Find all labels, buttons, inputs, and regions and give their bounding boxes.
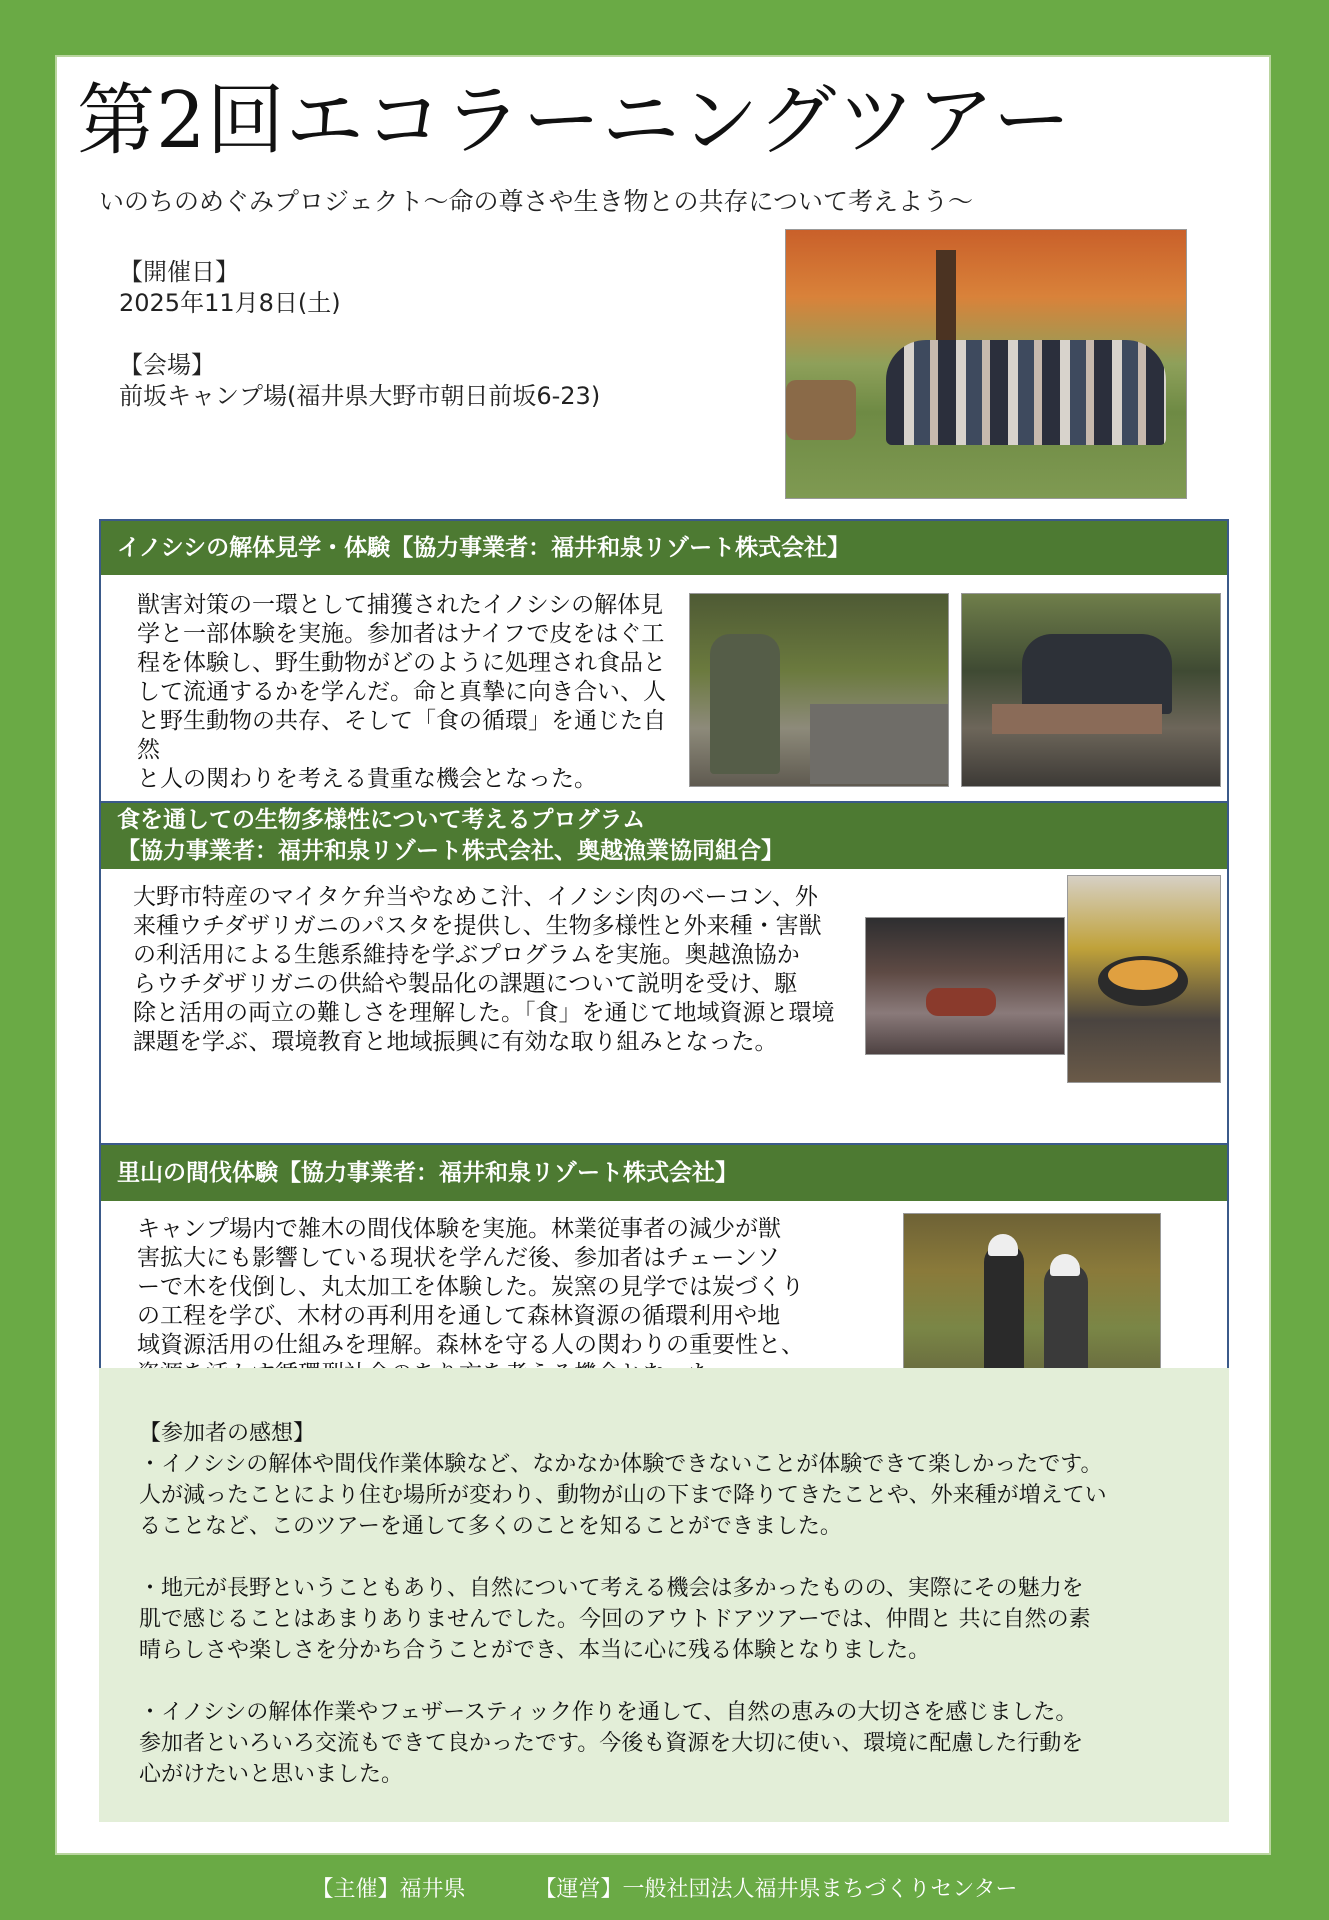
text-line: 課題を学ぶ、環境教育と地域振興に有効な取り組みとなった。 xyxy=(133,1029,778,1055)
feedback-line: 心がけたいと思いました。 xyxy=(139,1762,404,1787)
venue-label: 【会場】 xyxy=(119,351,215,379)
footer-host: 【主催】福井県 xyxy=(311,1877,466,1902)
section-text xyxy=(137,591,667,794)
text-line: 除と活用の両立の難しさを理解した。「食」を通じて地域資源と環境 xyxy=(133,1000,835,1026)
group-photo xyxy=(785,229,1187,499)
crayfish-pasta-photo xyxy=(1067,875,1221,1083)
feedback-line: 晴らしさや楽しさを分かち合うことができ、本当に心に残る体験となりました。 xyxy=(139,1638,931,1663)
text-line: と野生動物の共存、そして「食の循環」を通じた自然 xyxy=(137,708,666,763)
section-text xyxy=(137,1215,867,1389)
text-line: の利活用による生態系維持を学ぶプログラムを実施。奥越漁協か xyxy=(133,942,800,968)
feedback-line: ることなど、このツアーを通して多くのことを知ることができました。 xyxy=(139,1514,842,1539)
boar-demo-photo xyxy=(689,593,949,787)
text-line: 程を体験し、野生動物がどのように処理され食品と xyxy=(137,650,666,676)
page-subtitle: いのちのめぐみプロジェクト～命の尊さや生き物との共存について考えよう～ xyxy=(99,187,974,216)
section-heading xyxy=(101,803,1227,869)
text-line: の工程を学び、木材の再利用を通して森林資源の循環利用や地 xyxy=(137,1303,781,1329)
feedback-line: 人が減ったことにより住む場所が変わり、動物が山の下まで降りてきたことや、外来種が増えてい xyxy=(139,1483,1107,1508)
text-line: と人の関わりを考える貴重な機会となった。 xyxy=(137,766,597,792)
feedback-line: 参加者といろいろ交流もできて良かったです。今後も資源を大切に使い、環境に配慮した行動を xyxy=(139,1731,1084,1756)
section-heading-line: 【協力事業者：福井和泉リゾート株式会社、奥越漁業協同組合】 xyxy=(117,838,784,864)
footer xyxy=(0,1872,1329,1903)
text-line: 大野市特産のマイタケ弁当やなめこ汁、イノシシ肉のベーコン、外 xyxy=(133,884,818,910)
text-line: 域資源活用の仕組みを理解。森林を守る人の関わりの重要性と、 xyxy=(137,1332,804,1358)
participant-feedback xyxy=(99,1368,1229,1822)
text-line: らウチダザリガニの供給や製品化の課題について説明を受け、駆 xyxy=(133,971,798,997)
boar-hands-on-photo xyxy=(961,593,1221,787)
venue-value: 前坂キャンプ場(福井県大野市朝日前坂6-23) xyxy=(119,382,601,410)
feedback-line: ・イノシシの解体や間伐作業体験など、なかなか体験できないことが体験できて楽しかったです。 xyxy=(139,1452,1103,1477)
section-heading: イノシシの解体見学・体験【協力事業者：福井和泉リゾート株式会社】 xyxy=(101,521,1227,575)
text-line: 獣害対策の一環として捕獲されたイノシシの解体見 xyxy=(137,592,664,618)
event-info xyxy=(119,257,600,412)
section-heading-line: 食を通しての生物多様性について考えるプログラム xyxy=(117,807,646,833)
text-line: ーで木を伐倒し、丸太加工を体験した。炭窯の見学では炭づくり xyxy=(137,1274,804,1300)
text-line: して流通するかを学んだ。命と真摯に向き合い、人 xyxy=(137,679,666,705)
text-line: 来種ウチダザリガニのパスタを提供し、生物多様性と外来種・害獣 xyxy=(133,913,822,939)
text-line: 害拡大にも影響している現状を学んだ後、参加者はチェーンソ xyxy=(137,1245,780,1271)
feedback-heading: 【参加者の感想】 xyxy=(139,1421,316,1446)
section-boar-butchering xyxy=(99,519,1229,809)
section-heading: 里山の間伐体験【協力事業者：福井和泉リゾート株式会社】 xyxy=(101,1145,1227,1201)
section-text xyxy=(133,883,873,1057)
feedback-line: 肌で感じることはあまりありませんでした。今回のアウトドアツアーでは、仲間と 共に自然の素 xyxy=(139,1607,1091,1632)
section-biodiversity-food xyxy=(99,801,1229,1147)
page-title: 第2回エコラーニングツアー xyxy=(77,76,1072,166)
text-line: キャンプ場内で雑木の間伐体験を実施。林業従事者の減少が獣 xyxy=(137,1216,781,1242)
feedback-line: ・地元が長野ということもあり、自然について考える機会は多かったものの、実際にその魅力を xyxy=(139,1576,1084,1601)
date-value: 2025年11月8日(土) xyxy=(119,289,341,317)
bacon-photo xyxy=(865,917,1065,1055)
footer-operator: 【運営】一般社団法人福井県まちづくりセンター xyxy=(534,1877,1018,1902)
flyer-page xyxy=(55,55,1271,1855)
date-label: 【開催日】 xyxy=(119,258,239,286)
feedback-line: ・イノシシの解体作業やフェザースティック作りを通して、自然の恵みの大切さを感じました。 xyxy=(139,1700,1078,1725)
text-line: 学と一部体験を実施。参加者はナイフで皮をはぐ工 xyxy=(137,621,665,647)
